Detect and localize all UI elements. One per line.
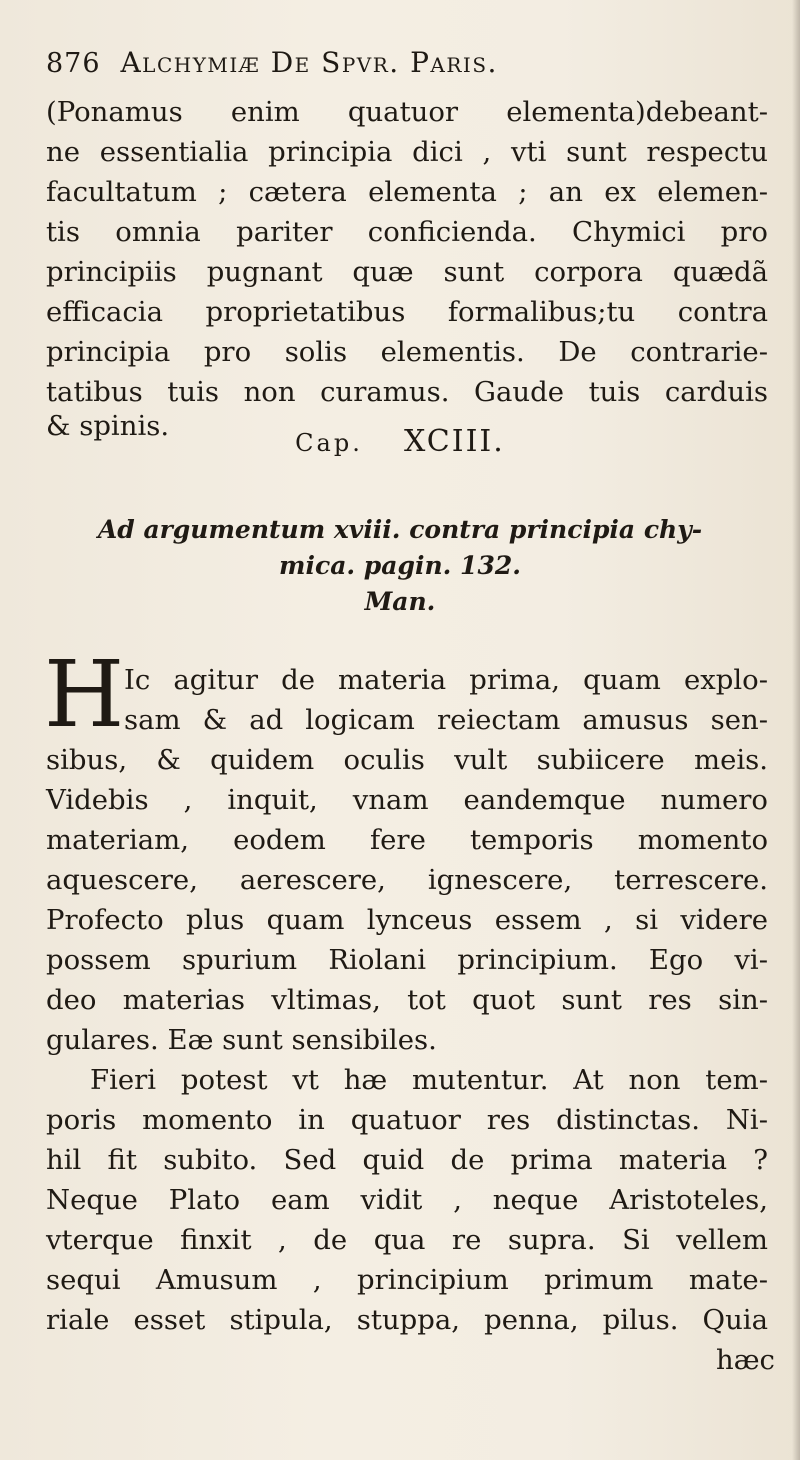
chapter-number: XCIII. — [403, 424, 505, 459]
text-line: possem spurium Riolani principium. Ego vi- — [46, 944, 768, 976]
text-line: facultatum ; cætera elementa ; an ex elemen- — [46, 176, 768, 208]
text-line: riale esset stipula, stuppa, penna, pilus. Quia — [46, 1304, 768, 1336]
text-line: poris momento in quatuor res distinctas. Ni- — [46, 1104, 768, 1136]
text-line: tatibus tuis non curamus. Gaude tuis carduis — [46, 376, 768, 408]
text-line: gulares. Eæ sunt sensibiles. — [46, 1024, 437, 1056]
text-line: (Ponamus enim quatuor elementa)debeant- — [46, 96, 768, 128]
page-edge-shadow — [792, 0, 800, 1460]
chapter-label: Cap. — [295, 429, 363, 457]
text-line: sam & ad logicam reiectam amusus sen- — [124, 704, 768, 736]
text-line: hil fit subito. Sed quid de prima materia ? — [46, 1144, 768, 1176]
drop-cap: H — [44, 641, 125, 748]
text-line: sequi Amusum , principium primum mate- — [46, 1264, 768, 1296]
catchword: hæc — [716, 1344, 775, 1376]
text-line: Ic agitur de materia prima, quam explo- — [124, 664, 768, 696]
text-line: deo materias vltimas, tot quot sunt res sin- — [46, 984, 768, 1016]
text-line: efficacia proprietatibus formalibus;tu contra — [46, 296, 768, 328]
running-header — [46, 46, 766, 79]
text-line: Fieri potest vt hæ mutentur. At non tem- — [90, 1064, 768, 1096]
text-line: sibus, & quidem oculis vult subiicere meis. — [46, 744, 768, 776]
text-line: Neque Plato eam vidit , neque Aristoteles, — [46, 1184, 768, 1216]
text-line: tis omnia pariter conficienda. Chymici pro — [46, 216, 768, 248]
subheading-line: Ad argumentum xviii. contra principia chy- — [97, 515, 703, 544]
subheading-line: Man. — [364, 587, 436, 616]
text-line: & spinis. — [46, 410, 170, 442]
text-line: principia pro solis elementis. De contrarie- — [46, 336, 768, 368]
subheading-line: mica. pagin. 132. — [279, 551, 521, 580]
text-line: vterque finxit , de qua re supra. Si vellem — [46, 1224, 768, 1256]
running-title: Alchymiæ De Spvr. Paris. — [120, 46, 498, 79]
text-line: materiam, eodem fere temporis momento — [46, 824, 768, 856]
page-number: 876 — [46, 48, 101, 79]
text-line: principiis pugnant quæ sunt corpora quædã — [46, 256, 768, 288]
text-line: ne essentialia principia dici , vti sunt respectu — [46, 136, 768, 168]
chapter-heading — [0, 424, 800, 459]
text-line: aquescere, aerescere, ignescere, terrescere. — [46, 864, 768, 896]
text-line: Profecto plus quam lynceus essem , si videre — [46, 904, 768, 936]
text-line: Videbis , inquit, vnam eandemque numero — [46, 784, 768, 816]
